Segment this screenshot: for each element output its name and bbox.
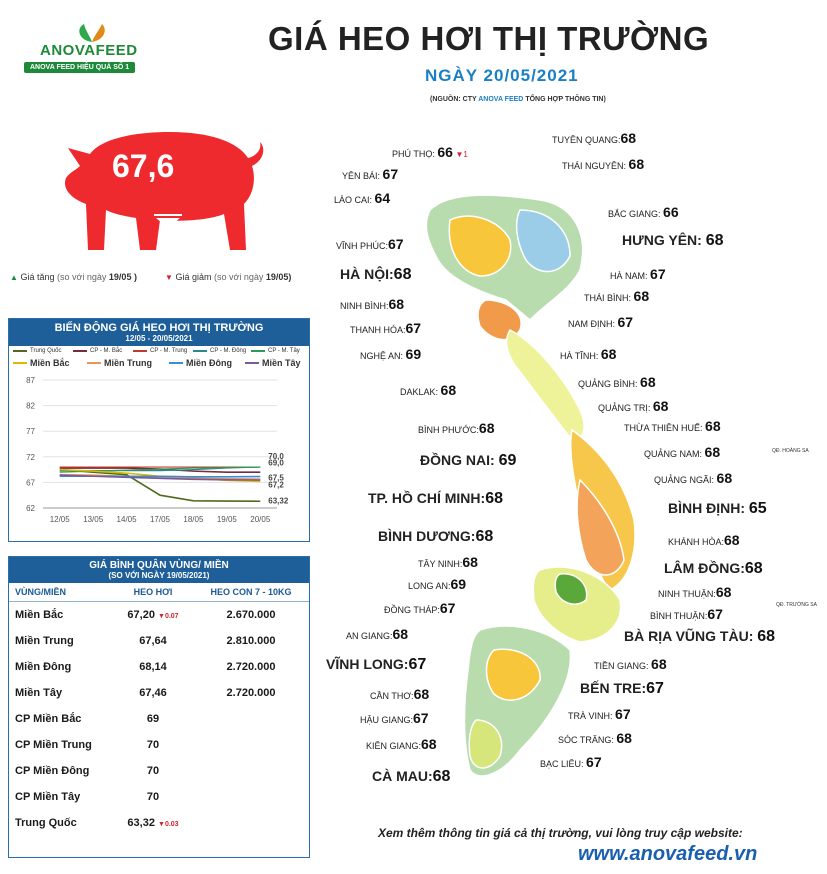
piglet-price: 2.670.000 [226, 609, 276, 621]
province-name: BÌNH ĐỊNH: [668, 500, 745, 516]
province-label [350, 320, 421, 336]
region-name: CP Miền Bắc [15, 713, 82, 725]
x-tick-label: 12/05 [49, 515, 70, 524]
province-name: TP. HỒ CHÍ MINH: [368, 490, 486, 506]
province-price: 66 [663, 204, 679, 220]
province-name: QUẢNG TRỊ: [598, 403, 651, 413]
province-name: BÌNH THUẬN: [650, 611, 708, 621]
region-name: Miền Trung [15, 635, 74, 647]
province-name: HƯNG YÊN: [622, 232, 702, 248]
province-label [370, 686, 429, 702]
province-name: THỪA THIÊN HUẾ: [624, 423, 703, 433]
province-label [568, 706, 631, 722]
triangle-down-icon: ▼ [455, 150, 464, 159]
hoang-sa-label: QĐ. HOÀNG SA [772, 448, 809, 454]
province-price: 67 [408, 656, 427, 673]
legend-swatch [193, 350, 207, 352]
province-price: 68 [440, 382, 457, 398]
chart-legend [9, 346, 309, 372]
legend-series-3 [193, 348, 246, 354]
province-price: 67 [650, 266, 666, 282]
price-down-arrow-icon [154, 214, 182, 228]
table-row [9, 680, 309, 706]
footer-text: Xem thêm thông tin giá cả thị trường, vui lòng truy cập website: [378, 826, 743, 840]
legend-series-8 [245, 358, 301, 368]
legend-label: CP - M. Trung [150, 348, 188, 354]
col-header-region: VÙNG/MIỀN [9, 583, 113, 602]
province-price: 67 [707, 606, 723, 622]
province-name: QUẢNG NGÃI: [654, 475, 715, 485]
series-line [60, 470, 261, 502]
province-price: 68 [485, 490, 503, 507]
source-suffix: TỔNG HỢP THÔNG TIN) [525, 96, 606, 103]
province-name: HÀ NỘI: [340, 266, 394, 282]
province-label [654, 470, 732, 486]
hog-price-value: 67,20 [127, 609, 155, 621]
chart-title: BIẾN ĐỘNG GIÁ HEO HƠI THỊ TRƯỜNG [54, 322, 264, 334]
province-price: 67 [405, 320, 422, 336]
province-name: YÊN BÁI: [342, 171, 381, 181]
piglet-price: 2.720.000 [226, 687, 276, 699]
legend-series-0 [13, 348, 61, 354]
province-price: 68 [620, 130, 637, 146]
piglet-price [193, 732, 309, 758]
province-label [360, 710, 429, 726]
province-name: TUYÊN QUANG: [552, 135, 621, 145]
table-header-row [9, 583, 309, 602]
province-name: DAKLAK: [400, 387, 439, 397]
province-name: LÀO CAI: [334, 195, 373, 205]
province-price: 68 [600, 346, 617, 362]
province-price: 68 [628, 156, 645, 172]
province-label [372, 768, 450, 786]
chart-subtitle: 12/05 - 20/05/2021 [125, 334, 193, 343]
province-label [598, 398, 668, 414]
national-price: 67,6 [112, 148, 175, 184]
province-price: 68 [705, 232, 724, 249]
region-name: CP Miền Trung [15, 739, 92, 751]
province-name: CẦN THƠ: [370, 691, 414, 701]
brand-suffix: FEED [95, 42, 138, 59]
x-tick-label: 19/05 [216, 515, 237, 524]
province-label [578, 374, 656, 390]
province-label [540, 754, 602, 770]
legend-series-6 [87, 358, 152, 368]
legend-series-2 [133, 348, 187, 354]
province-label [342, 166, 398, 182]
hog-price [113, 602, 193, 629]
province-price: 67 [646, 680, 664, 697]
legend-swatch [13, 362, 27, 364]
province-price: 68 [392, 626, 409, 642]
province-name: TRÀ VINH: [568, 711, 613, 721]
province-price: 68 [388, 296, 405, 312]
legend-swatch [245, 362, 259, 364]
data-label: 63,32 [268, 496, 289, 506]
province-label [650, 606, 723, 622]
hog-price: 70 [146, 765, 160, 777]
province-price: 69 [405, 346, 422, 362]
region-name: Miền Tây [15, 687, 63, 699]
table-row [9, 654, 309, 680]
province-name: HÀ TĨNH: [560, 351, 599, 361]
province-price: 67 [382, 166, 399, 182]
province-label [668, 500, 767, 518]
table-row [9, 758, 309, 784]
province-price: 68 [715, 584, 732, 600]
triangle-down-icon: ▼ [165, 273, 173, 282]
province-price: 67 [586, 754, 602, 770]
province-name: VĨNH PHÚC: [336, 241, 389, 251]
y-tick-label: 67 [26, 478, 35, 488]
region-price-table [9, 583, 309, 836]
province-label [340, 266, 411, 284]
data-label: 67,2 [268, 480, 284, 490]
province-name: THÁI BÌNH: [584, 293, 632, 303]
table-row [9, 602, 309, 629]
piglet-price [193, 784, 309, 810]
province-name: VĨNH LONG: [326, 656, 409, 672]
legend-label: Miền Đông [186, 358, 232, 368]
province-name: BÀ RỊA VŨNG TÀU: [624, 628, 754, 644]
price-change-value: 0.03 [164, 821, 179, 828]
price-trend-chart-panel [8, 318, 310, 542]
province-label [668, 532, 740, 548]
province-label [420, 452, 516, 470]
legend-up-note: (so với ngày [56, 272, 107, 282]
truong-sa-label: QĐ. TRƯỜNG SA [776, 602, 817, 608]
province-name: HÀ NAM: [610, 271, 648, 281]
province-label [340, 296, 404, 312]
province-price: 68 [716, 470, 733, 486]
province-label [392, 144, 468, 160]
province-name: TÂY NINH: [418, 559, 463, 569]
hog-price [113, 810, 193, 836]
price-change [455, 150, 467, 159]
province-label [552, 130, 636, 146]
province-label [610, 266, 666, 282]
province-price: 69 [498, 452, 517, 469]
region-name: Miền Bắc [15, 609, 64, 621]
hog-price: 67,46 [139, 687, 167, 699]
province-name: BÌNH PHƯỚC: [418, 425, 479, 435]
province-price: 67 [388, 236, 404, 252]
hog-price: 69 [146, 713, 160, 725]
province-label [418, 420, 495, 436]
report-date: NGÀY 20/05/2021 [425, 66, 579, 85]
province-name: BẮC GIANG: [608, 209, 661, 219]
province-price: 68 [704, 444, 721, 460]
province-label [360, 346, 421, 362]
province-price: 68 [616, 730, 632, 746]
province-label [560, 346, 616, 362]
province-price: 68 [651, 656, 667, 672]
piglet-price [193, 810, 309, 836]
legend-swatch [73, 350, 87, 352]
price-change-value: 0.07 [164, 613, 179, 620]
province-price: 67 [439, 600, 456, 616]
legend-down-date: 19/05) [265, 272, 292, 282]
table-header [9, 557, 309, 583]
province-label [378, 528, 493, 546]
triangle-down-icon: ▼ [158, 821, 165, 828]
data-label: 70,0 [268, 451, 284, 461]
province-price: 68 [652, 398, 669, 414]
province-name: KHÁNH HÒA: [668, 537, 725, 547]
legend-label: Miền Bắc [30, 358, 70, 368]
region-price-panel [8, 556, 310, 858]
province-price: 68 [478, 420, 495, 436]
province-label [400, 382, 456, 398]
legend-series-4 [251, 348, 300, 354]
legend-swatch [251, 350, 265, 352]
legend-price-up [10, 272, 137, 282]
national-price-pig [60, 118, 270, 258]
province-price: 68 [633, 288, 650, 304]
legend-down-note: (so với ngày [213, 272, 264, 282]
hog-price: 68,14 [139, 661, 167, 673]
table-row [9, 810, 309, 836]
legend-up-date: 19/05 ) [108, 272, 137, 282]
province-label [366, 736, 437, 752]
province-label [334, 190, 390, 206]
brand-logo [22, 22, 162, 82]
province-label [624, 418, 721, 434]
source-brand: ANOVA FEED [478, 96, 524, 103]
province-label [562, 156, 644, 172]
province-name: CÀ MAU: [372, 768, 433, 784]
province-name: NGHỆ AN: [360, 351, 404, 361]
province-price: 67 [413, 710, 429, 726]
province-price: 68 [757, 628, 776, 645]
y-tick-label: 82 [26, 401, 35, 411]
leaf-logo-icon [72, 22, 112, 44]
data-label: 67,5 [268, 473, 284, 483]
piglet-price [193, 706, 309, 732]
hog-price-value: 63,32 [127, 817, 155, 829]
hog-price: 70 [146, 791, 160, 803]
y-tick-label: 77 [26, 427, 35, 437]
pig-icon [60, 118, 270, 258]
piglet-price: 2.720.000 [226, 661, 276, 673]
legend-label: Trung Quốc [30, 348, 62, 354]
legend-label: Miền Tây [262, 358, 301, 368]
province-name: PHÚ THỌ: [392, 149, 435, 159]
table-row [9, 784, 309, 810]
province-label [418, 554, 478, 570]
legend-down-text: Giá giảm [175, 272, 212, 282]
table-row [9, 732, 309, 758]
x-tick-label: 13/05 [83, 515, 104, 524]
province-label [580, 680, 664, 698]
triangle-up-icon: ▲ [10, 273, 18, 282]
legend-swatch [133, 350, 147, 352]
price-change-value: 1 [463, 150, 468, 159]
triangle-down-icon: ▼ [158, 613, 165, 620]
province-name: NAM ĐỊNH: [568, 319, 615, 329]
source-note [430, 96, 606, 103]
province-price: 64 [374, 190, 391, 206]
piglet-price [193, 758, 309, 784]
data-label: 69,0 [268, 458, 284, 468]
x-tick-label: 14/05 [116, 515, 137, 524]
province-name: KIÊN GIANG: [366, 741, 422, 751]
y-tick-label: 62 [26, 504, 35, 513]
province-name: SÓC TRĂNG: [558, 735, 614, 745]
province-price: 68 [393, 266, 412, 283]
province-label [336, 236, 404, 252]
province-name: LONG AN: [408, 581, 451, 591]
price-change [158, 613, 179, 620]
province-label [408, 576, 466, 592]
price-trend-chart [9, 372, 307, 536]
x-tick-label: 17/05 [149, 515, 171, 524]
province-label [594, 656, 667, 672]
province-name: TIỀN GIANG: [594, 661, 649, 671]
province-price: 68 [705, 418, 721, 434]
province-name: AN GIANG: [346, 631, 393, 641]
legend-label: CP - M. Đông [210, 348, 247, 354]
x-tick-label: 20/05 [250, 515, 271, 524]
province-price: 67 [617, 314, 634, 330]
province-name: BÌNH DƯƠNG: [378, 528, 476, 544]
province-name: NINH THUẬN: [658, 589, 716, 599]
province-label [568, 314, 633, 330]
region-name: Trung Quốc [15, 817, 77, 829]
province-label [664, 560, 763, 578]
legend-swatch [87, 362, 101, 364]
province-name: THANH HÓA: [350, 325, 406, 335]
province-price: 68 [724, 532, 740, 548]
province-label [622, 232, 724, 250]
province-name: ĐỒNG THÁP: [384, 605, 440, 615]
page-title: GIÁ HEO HƠI THỊ TRƯỜNG [268, 20, 710, 57]
province-label [384, 600, 455, 616]
hog-price: 70 [146, 739, 160, 751]
legend-up-text: Giá tăng [20, 272, 55, 282]
website-link[interactable]: www.anovafeed.vn [578, 843, 758, 865]
province-price: 68 [413, 686, 430, 702]
province-label [368, 490, 503, 508]
province-name: NINH BÌNH: [340, 301, 389, 311]
province-name: HẬU GIANG: [360, 715, 414, 725]
legend-series-5 [13, 358, 70, 368]
legend-series-7 [169, 358, 232, 368]
table-row [9, 628, 309, 654]
province-price: 68 [744, 560, 763, 577]
province-name: QUẢNG BÌNH: [578, 379, 638, 389]
province-name: BẾN TRE: [580, 680, 647, 696]
x-tick-label: 18/05 [183, 515, 204, 524]
legend-price-down [165, 272, 291, 282]
province-price: 68 [432, 768, 451, 785]
table-title: GIÁ BÌNH QUÂN VÙNG/ MIỀN [89, 560, 229, 571]
province-name: THÁI NGUYÊN: [562, 161, 627, 171]
legend-label: CP - M. Bắc [90, 348, 123, 354]
legend-swatch [13, 350, 27, 352]
province-label [584, 288, 649, 304]
piglet-price: 2.810.000 [226, 635, 276, 647]
province-price: 67 [615, 706, 631, 722]
province-name: QUẢNG NAM: [644, 449, 703, 459]
price-change [158, 821, 179, 828]
province-label [644, 444, 720, 460]
province-label [346, 626, 408, 642]
province-name: LÂM ĐỒNG: [664, 560, 745, 576]
region-name: CP Miền Tây [15, 791, 81, 803]
province-price: 68 [462, 554, 478, 570]
legend-label: Miền Trung [104, 358, 152, 368]
province-label [658, 584, 731, 600]
region-name: Miền Đông [15, 661, 72, 673]
table-row [9, 706, 309, 732]
legend-swatch [169, 362, 183, 364]
province-price: 65 [748, 500, 767, 517]
chart-header [9, 319, 309, 346]
legend-label: CP - M. Tây [268, 348, 300, 354]
province-name: ĐỒNG NAI: [420, 452, 495, 468]
y-tick-label: 87 [26, 376, 35, 385]
province-label [558, 730, 632, 746]
brand-slogan: ANOVA FEED HIỆU QUẢ SỐ 1 [24, 62, 135, 73]
col-header-piglet: HEO CON 7 - 10KG [193, 583, 309, 602]
source-prefix: (NGUỒN: CTY [430, 96, 477, 103]
province-label [624, 628, 775, 646]
hog-price: 67,64 [139, 635, 167, 647]
province-price: 66 [437, 144, 453, 160]
province-price: 69 [450, 576, 467, 592]
province-price: 68 [640, 374, 656, 390]
table-subtitle: (SO VỚI NGÀY 19/05/2021) [108, 571, 210, 580]
province-name: BẠC LIÊU: [540, 759, 584, 769]
brand-name: ANOVA [40, 42, 96, 59]
province-label [608, 204, 679, 220]
province-price: 68 [421, 736, 437, 752]
province-label [326, 656, 426, 674]
province-price: 68 [475, 528, 494, 545]
region-name: CP Miền Đông [15, 765, 90, 777]
col-header-hog: HEO HƠI [113, 583, 193, 602]
legend-series-1 [73, 348, 122, 354]
y-tick-label: 72 [26, 452, 35, 462]
